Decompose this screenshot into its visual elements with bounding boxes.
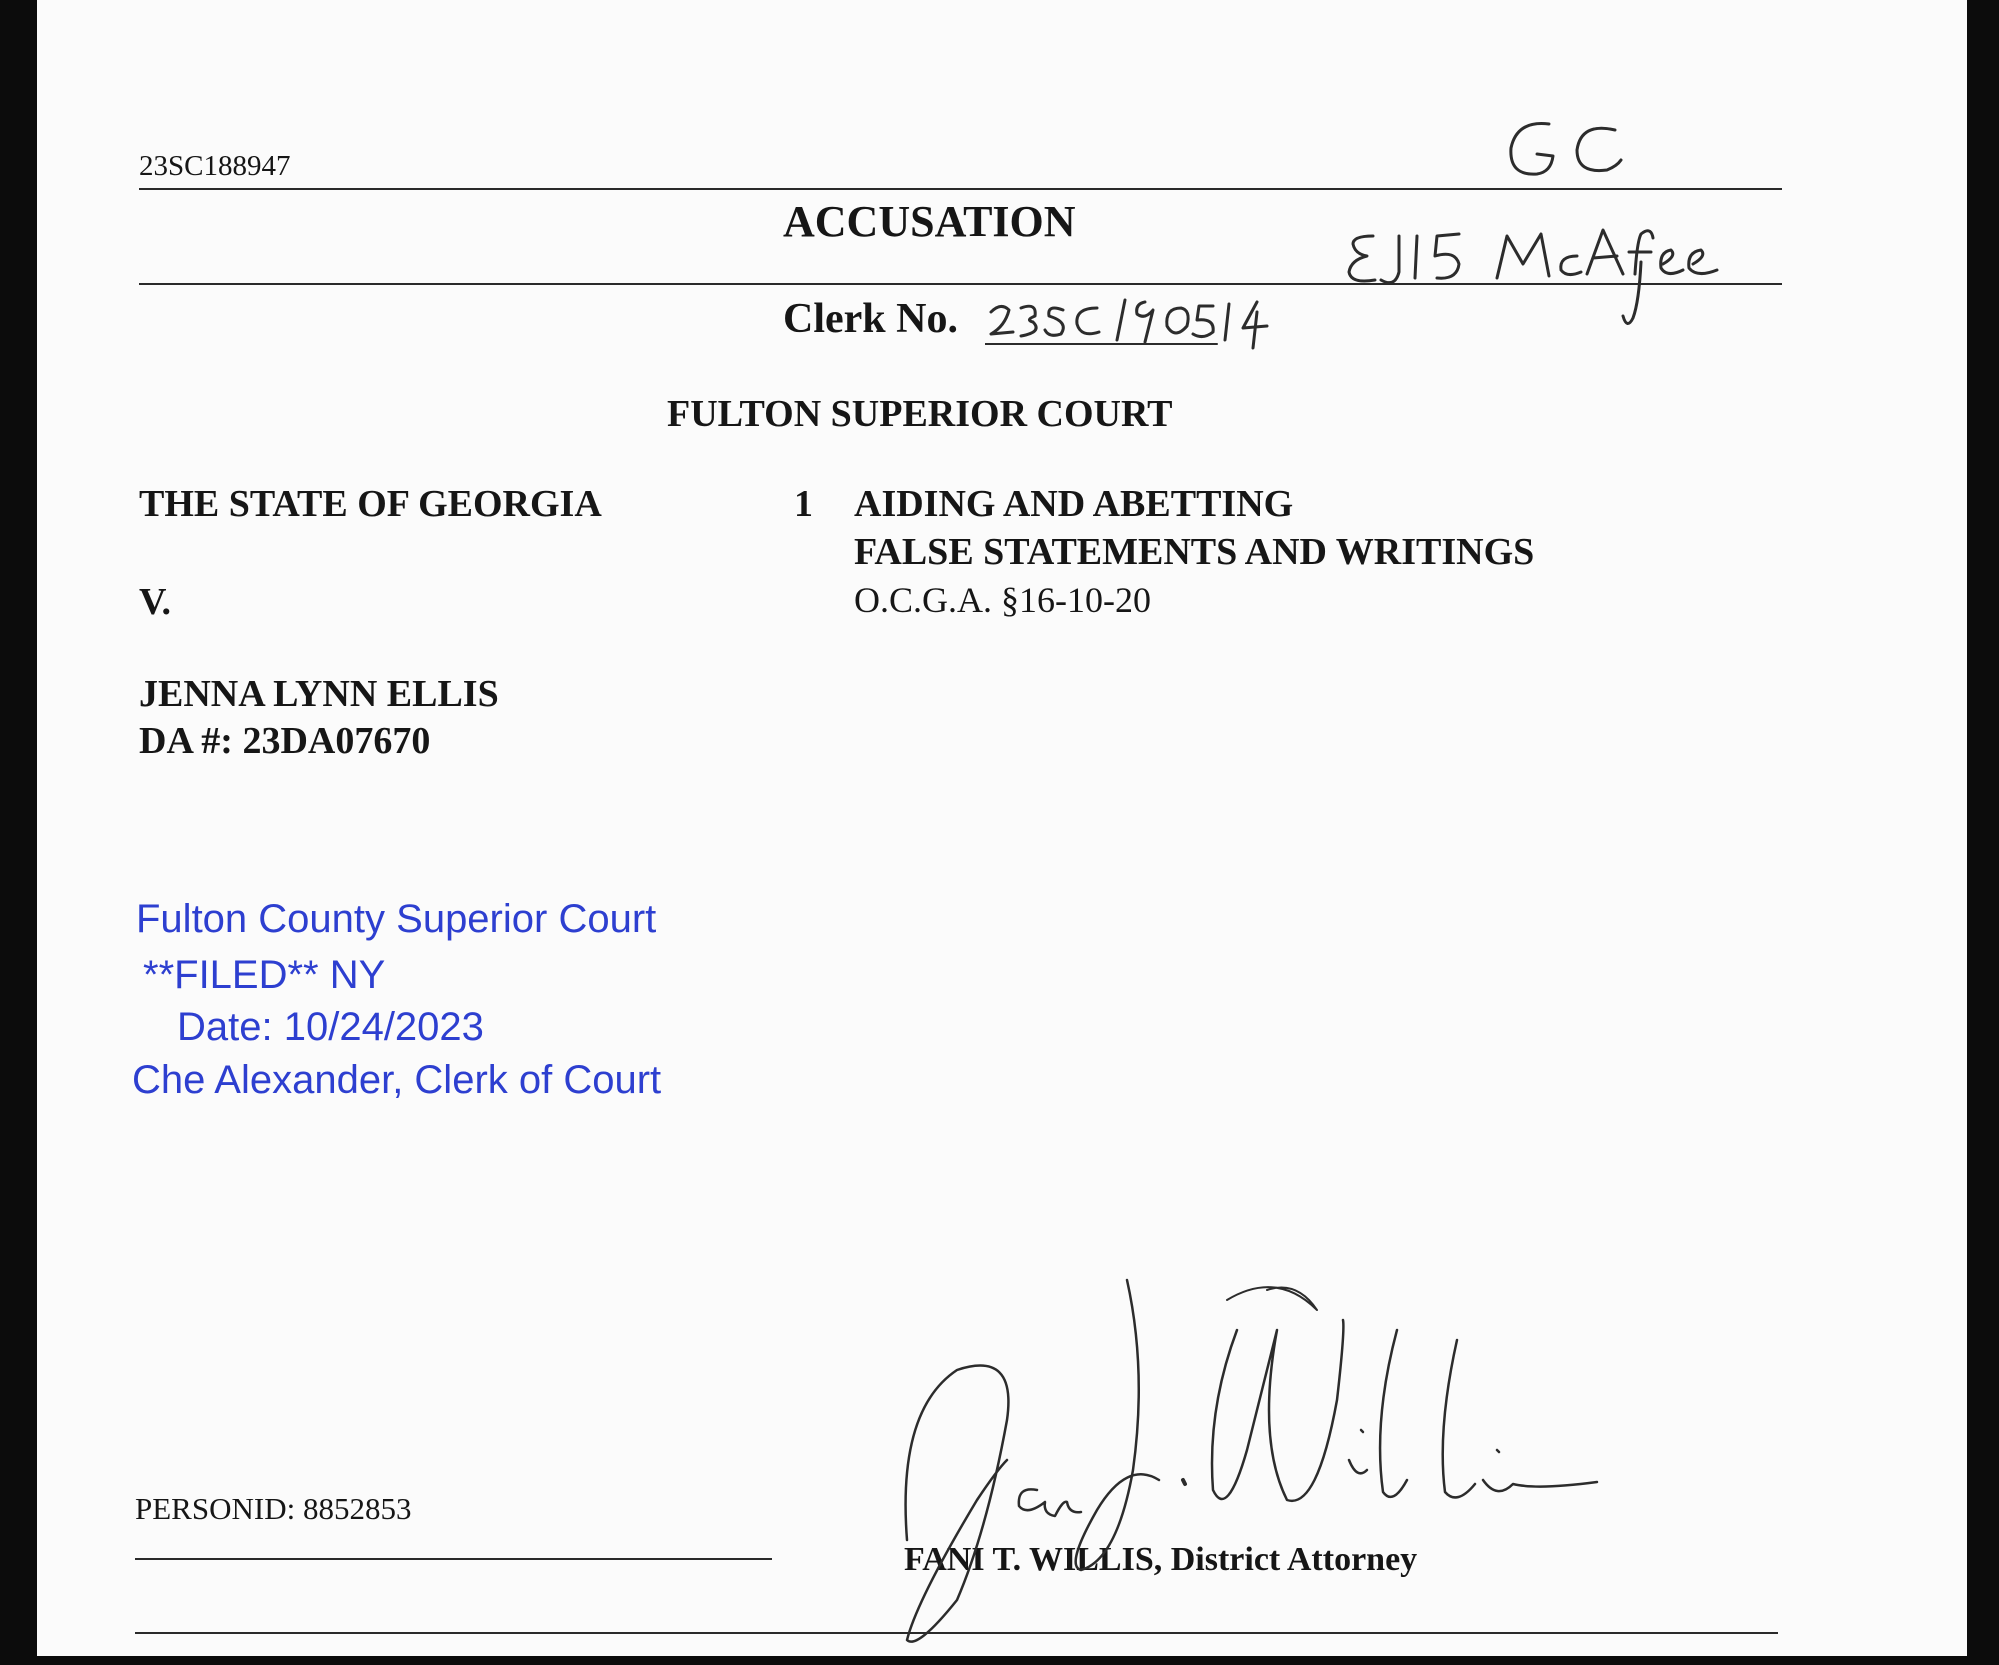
versus-label: V.	[139, 581, 172, 623]
case-number: 23SC188947	[139, 150, 291, 182]
clerk-label: Clerk No.	[783, 296, 958, 342]
stamp-filed-line: **FILED** NY	[143, 953, 386, 997]
document-page	[37, 0, 1967, 1656]
district-attorney-signature	[897, 1270, 1797, 1650]
plaintiff-name: THE STATE OF GEORGIA	[139, 483, 602, 525]
person-id: PERSONID: 8852853	[135, 1491, 412, 1526]
handwritten-clerk-number	[985, 282, 1345, 352]
charge-statute: O.C.G.A. §16-10-20	[854, 580, 1151, 620]
handwritten-judge-annotation	[1337, 212, 1757, 342]
charge-title-line1: AIDING AND ABETTING	[854, 483, 1294, 525]
charge-title-line2: FALSE STATEMENTS AND WRITINGS	[854, 531, 1535, 573]
signer-name: FANI T. WILLIS, District Attorney	[904, 1541, 1418, 1578]
defendant-signature-line	[135, 1558, 772, 1560]
da-number: DA #: 23DA07670	[139, 720, 431, 762]
stamp-date-line: Date: 10/24/2023	[177, 1005, 484, 1049]
charge-count: 1	[794, 483, 813, 525]
stamp-court-line: Fulton County Superior Court	[136, 897, 657, 941]
document-title: ACCUSATION	[783, 197, 1076, 246]
handwritten-initials	[1497, 112, 1677, 192]
stamp-clerk-line: Che Alexander, Clerk of Court	[132, 1058, 662, 1102]
defendant-name: JENNA LYNN ELLIS	[139, 673, 499, 715]
court-name: FULTON SUPERIOR COURT	[667, 393, 1173, 435]
